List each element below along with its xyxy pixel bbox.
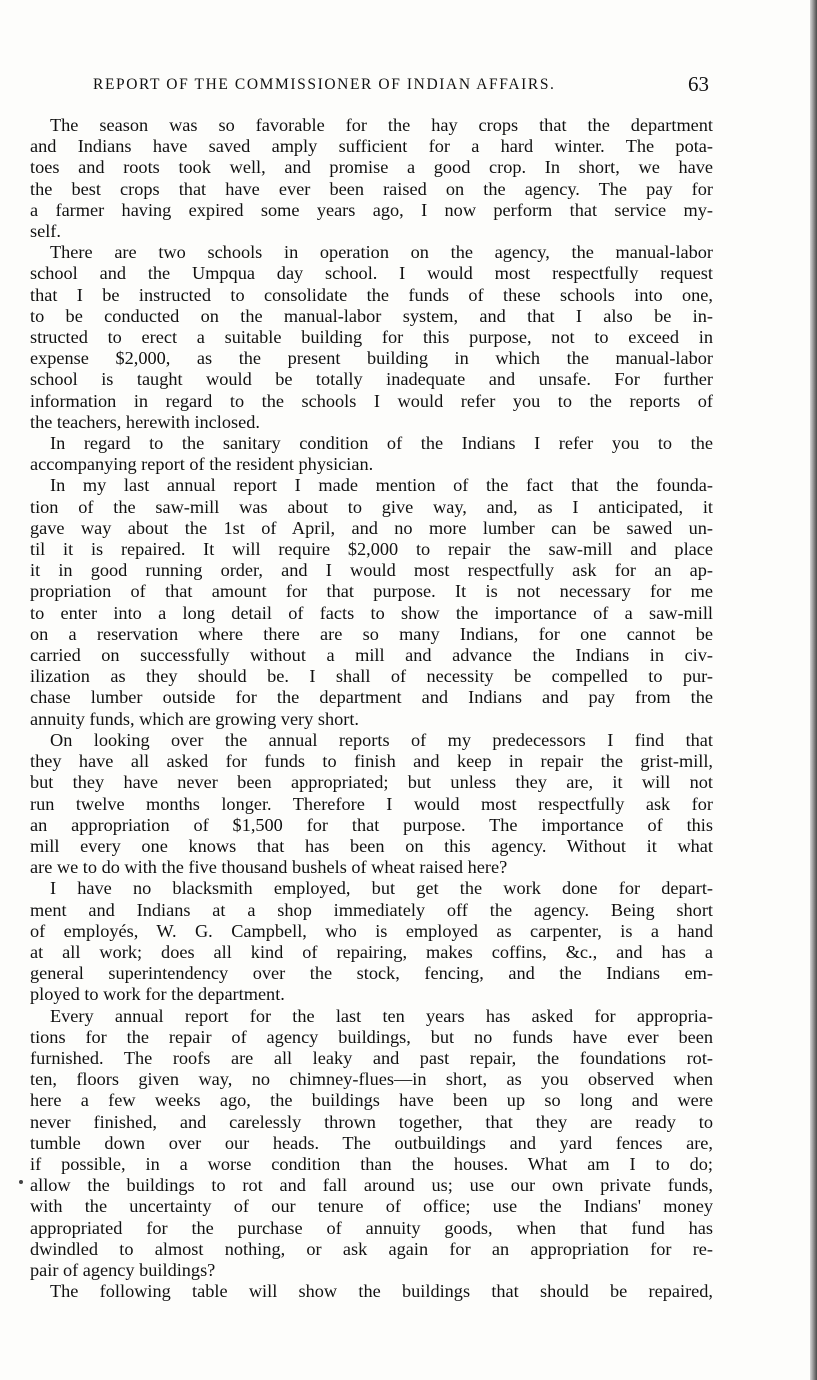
text-line: general superintendency over the stock, fencing, and the Indians em- xyxy=(30,963,713,984)
paragraph xyxy=(30,1281,713,1302)
text-line: tion of the saw-mill was about to give way, and, as I anticipated, it xyxy=(30,496,713,517)
text-line: expense $2,000, as the present building in which the manual-labor xyxy=(30,348,713,369)
paragraph xyxy=(30,115,713,242)
text-line: chase lumber outside for the department and Indians and pay from the xyxy=(30,687,713,708)
page-number: 63 xyxy=(688,72,709,96)
text-line: toes and roots took well, and promise a good crop. In short, we have xyxy=(30,157,713,178)
text-line: allow the buildings to rot and fall around us; use our own private funds, xyxy=(30,1175,713,1196)
text-line: and Indians have saved amply sufficient for a hard winter. The pota- xyxy=(30,136,713,157)
margin-speck xyxy=(19,1180,23,1184)
text-line: the best crops that have ever been raised on the agency. The pay for xyxy=(30,178,713,199)
text-line: school is taught would be totally inadequate and unsafe. For further xyxy=(30,369,713,390)
text-line: on a reservation where there are so many Indians, for one cannot be xyxy=(30,623,713,644)
page-header xyxy=(93,72,713,102)
text-line: ployed to work for the department. xyxy=(30,984,285,1005)
text-line: self. xyxy=(30,221,61,242)
text-line: with the uncertainty of our tenure of office; use the Indians' money xyxy=(30,1196,713,1217)
text-line: the teachers, herewith inclosed. xyxy=(30,411,260,432)
text-line: if possible, in a worse condition than the houses. What am I to do; xyxy=(30,1153,713,1174)
text-line: ten, floors given way, no chimney-flues—in short, as you observed when xyxy=(30,1069,713,1090)
paragraph xyxy=(30,433,713,475)
text-line: accompanying report of the resident physician. xyxy=(30,454,374,475)
text-line: propriation of that amount for that purpose. It is not necessary for me xyxy=(30,581,713,602)
text-line: I have no blacksmith employed, but get the work done for depart- xyxy=(50,878,713,899)
text-line: tions for the repair of agency buildings, but no funds have ever been xyxy=(30,1026,713,1047)
text-line: ilization as they should be. I shall of necessity be compelled to pur- xyxy=(30,666,713,687)
text-line: mill every one knows that has been on this agency. Without it what xyxy=(30,835,713,856)
text-line: There are two schools in operation on the agency, the manual-labor xyxy=(50,242,713,263)
text-line: In regard to the sanitary condition of the Indians I refer you to the xyxy=(50,433,713,454)
text-line: never finished, and carelessly thrown together, that they are ready to xyxy=(30,1111,713,1132)
text-line: here a few weeks ago, the buildings have been up so long and were xyxy=(30,1090,713,1111)
text-line: to be conducted on the manual-labor system, and that I also be in- xyxy=(30,305,713,326)
text-line: an appropriation of $1,500 for that purpose. The importance of this xyxy=(30,814,713,835)
text-line: but they have never been appropriated; but unless they are, it will not xyxy=(30,772,713,793)
text-line: they have all asked for funds to finish and keep in repair the grist-mill, xyxy=(30,751,713,772)
page-edge-shadow xyxy=(810,0,817,1380)
text-line: at all work; does all kind of repairing, makes coffins, &c., and has a xyxy=(30,941,713,962)
text-line: annuity funds, which are growing very short. xyxy=(30,708,359,729)
paragraph xyxy=(30,730,713,878)
running-head: REPORT OF THE COMMISSIONER OF INDIAN AFFAIRS. xyxy=(93,76,556,93)
text-line: The season was so favorable for the hay crops that the department xyxy=(50,115,713,135)
text-line: In my last annual report I made mention of the fact that the founda- xyxy=(50,475,713,496)
paragraph xyxy=(30,878,713,1005)
text-line: appropriated for the purchase of annuity goods, when that fund has xyxy=(30,1217,713,1238)
text-line: to enter into a long detail of facts to show the importance of a saw-mill xyxy=(30,602,713,623)
text-line: are we to do with the five thousand bushels of wheat raised here? xyxy=(30,857,508,878)
text-line: of employés, W. G. Campbell, who is employed as carpenter, is a hand xyxy=(30,920,713,941)
text-line: The following table will show the buildings that should be repaired, xyxy=(50,1281,713,1302)
text-line: gave way about the 1st of April, and no more lumber can be sawed un- xyxy=(30,517,713,538)
text-line: a farmer having expired some years ago, I now perform that service my- xyxy=(30,199,713,220)
text-line: til it is repaired. It will require $2,000 to repair the saw-mill and place xyxy=(30,539,713,560)
paragraph xyxy=(30,1006,713,1282)
text-line: ment and Indians at a shop immediately off the agency. Being short xyxy=(30,899,713,920)
text-line: school and the Umpqua day school. I would most respectfully request xyxy=(30,263,713,284)
text-line: information in regard to the schools I would refer you to the reports of xyxy=(30,390,713,411)
text-line: dwindled to almost nothing, or ask again for an appropriation for re- xyxy=(30,1238,713,1259)
text-line: furnished. The roofs are all leaky and past repair, the foundations rot- xyxy=(30,1047,713,1068)
text-line: tumble down over our heads. The outbuildings and yard fences are, xyxy=(30,1132,713,1153)
text-line: that I be instructed to consolidate the funds of these schools into one, xyxy=(30,284,713,305)
body-text xyxy=(30,115,713,1302)
text-line: On looking over the annual reports of my predecessors I find that xyxy=(50,729,713,750)
paragraph xyxy=(30,242,713,433)
paragraph xyxy=(30,475,713,729)
text-line: pair of agency buildings? xyxy=(30,1259,216,1280)
text-line: Every annual report for the last ten years has asked for appropria- xyxy=(50,1005,713,1026)
text-line: run twelve months longer. Therefore I would most respectfully ask for xyxy=(30,793,713,814)
text-line: structed to erect a suitable building for this purpose, not to exceed in xyxy=(30,327,713,348)
text-line: carried on successfully without a mill and advance the Indians in civ- xyxy=(30,645,713,666)
text-line: it in good running order, and I would most respectfully ask for an ap- xyxy=(30,560,713,581)
